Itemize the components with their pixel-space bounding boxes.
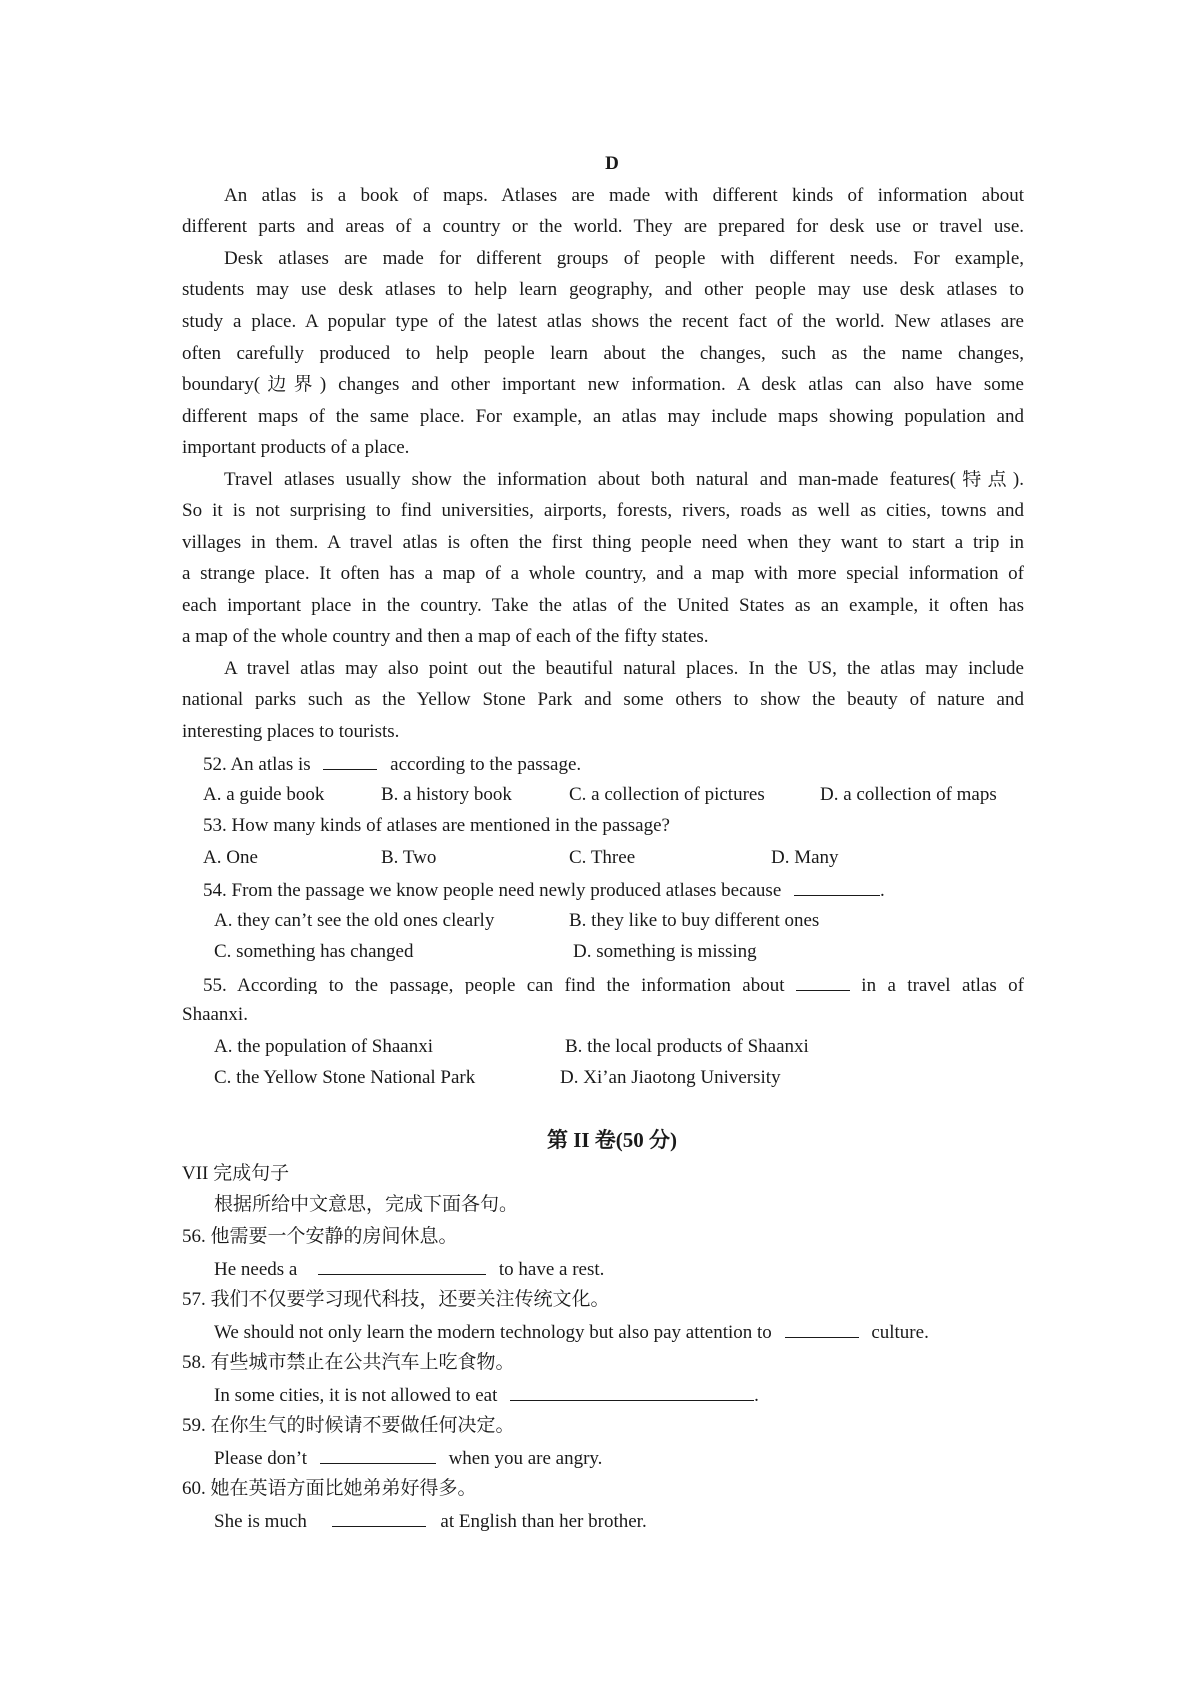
question-54-stem: 54. From the passage we know people need newly produced atlases because . <box>203 880 885 901</box>
item-58-chinese: 58. 有些城市禁止在公共汽车上吃食物。 <box>182 1352 515 1373</box>
passage-line: boundary(边界) changes and other important new information. A desk atlas can also have some <box>182 375 1024 395</box>
answer-blank <box>323 753 377 770</box>
item-60-english: She is much at English than her brother. <box>214 1511 647 1532</box>
item-59-chinese: 59. 在你生气的时候请不要做任何决定。 <box>182 1415 515 1436</box>
option-54-b: B. they like to buy different ones <box>569 910 820 931</box>
section-label: VII 完成句子 <box>182 1163 290 1184</box>
item-56-chinese: 56. 他需要一个安静的房间休息。 <box>182 1226 458 1247</box>
passage-line: students may use desk atlases to help learn geography, and other people may use desk atlases to <box>182 280 1024 300</box>
passage-line: A travel atlas may also point out the beautiful natural places. In the US, the atlas may include <box>224 659 1024 679</box>
passage-line: national parks such as the Yellow Stone Park and some others to show the beauty of nature and <box>182 690 1024 710</box>
section-heading: D <box>605 153 619 174</box>
item-58-english: In some cities, it is not allowed to eat . <box>214 1385 759 1406</box>
option-54-d: D. something is missing <box>573 941 757 962</box>
passage-line: Desk atlases are made for different groups of people with different needs. For example, <box>224 249 1024 269</box>
item-56-english: He needs a to have a rest. <box>214 1259 605 1280</box>
question-52-stem: 52. An atlas is according to the passage. <box>203 754 582 775</box>
passage-line: each important place in the country. Take the atlas of the United States as an example, it often has <box>182 596 1024 616</box>
item-59-english: Please don’t when you are angry. <box>214 1448 603 1469</box>
item-60-chinese: 60. 她在英语方面比她弟弟好得多。 <box>182 1478 477 1499</box>
answer-blank <box>320 1447 436 1464</box>
part-two-title: 第 II 卷(50 分) <box>546 1128 678 1152</box>
option-55-b: B. the local products of Shaanxi <box>565 1036 809 1057</box>
passage-line: different parts and areas of a country or the world. They are prepared for desk use or travel use. <box>182 217 1024 237</box>
passage-line: villages in them. A travel atlas is often the first thing people need when they want to start a trip in <box>182 533 1024 553</box>
option-55-a: A. the population of Shaanxi <box>214 1036 433 1057</box>
passage-line: different maps of the same place. For example, an atlas may include maps showing population and <box>182 407 1024 427</box>
question-53-stem: 53. How many kinds of atlases are mentioned in the passage? <box>203 815 670 836</box>
option-52-d: D. a collection of maps <box>820 784 997 805</box>
option-54-c: C. something has changed <box>214 941 414 962</box>
passage-line: important products of a place. <box>182 437 410 458</box>
passage-line: Travel atlases usually show the information about both natural and man-made features(特点). <box>224 470 1024 490</box>
item-57-english: We should not only learn the modern technology but also pay attention to culture. <box>214 1322 929 1343</box>
answer-blank <box>318 1258 486 1275</box>
option-54-a: A. they can’t see the old ones clearly <box>214 910 495 931</box>
option-53-d: D. Many <box>771 847 839 868</box>
passage-line: An atlas is a book of maps. Atlases are made with different kinds of information about <box>224 186 1024 206</box>
passage-line: So it is not surprising to find universities, airports, forests, rivers, roads as well as cities, towns and <box>182 501 1024 521</box>
option-53-a: A. One <box>203 847 258 868</box>
answer-blank <box>794 879 880 896</box>
passage-line: a strange place. It often has a map of a whole country, and a map with more special information of <box>182 564 1024 584</box>
option-53-c: C. Three <box>569 847 636 868</box>
answer-blank <box>785 1321 859 1338</box>
option-53-b: B. Two <box>381 847 437 868</box>
option-52-b: B. a history book <box>381 784 512 805</box>
option-52-c: C. a collection of pictures <box>569 784 765 805</box>
option-52-a: A. a guide book <box>203 784 325 805</box>
passage-line: interesting places to tourists. <box>182 721 400 742</box>
answer-blank <box>796 974 850 991</box>
passage-line: often carefully produced to help people learn about the changes, such as the name changes, <box>182 344 1024 364</box>
option-55-c: C. the Yellow Stone National Park <box>214 1067 476 1088</box>
instruction: 根据所给中文意思，完成下面各句。 <box>214 1194 519 1215</box>
option-55-d: D. Xi’an Jiaotong University <box>560 1067 781 1088</box>
passage-line: a map of the whole country and then a map of each of the fifty states. <box>182 626 709 647</box>
passage-line: study a place. A popular type of the latest atlas shows the recent fact of the world. New atlases are <box>182 312 1024 332</box>
question-55-stem: 55. According to the passage, people can find the information about in a travel atlas of <box>203 975 1024 994</box>
item-57-chinese: 57. 我们不仅要学习现代科技，还要关注传统文化。 <box>182 1289 610 1310</box>
answer-blank <box>510 1384 754 1401</box>
answer-blank <box>332 1510 426 1527</box>
question-55-stem-continued: Shaanxi. <box>182 1004 248 1025</box>
